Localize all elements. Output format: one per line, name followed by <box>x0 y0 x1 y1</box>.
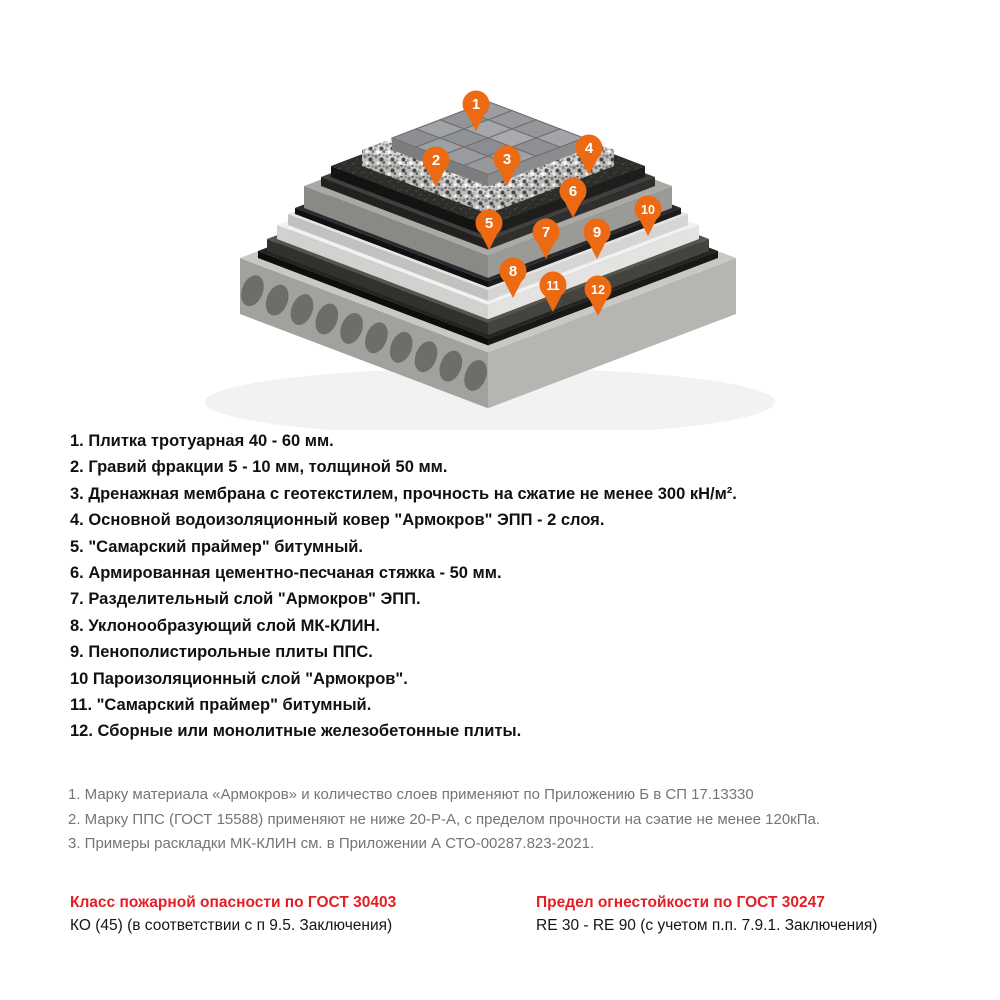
legend-item-12: 12. Сборные или монолитные железобетонные плиты. <box>70 722 522 741</box>
fire-resistance-title: Предел огнестойкости по ГОСТ 30247 <box>536 894 825 911</box>
pin-number: 3 <box>502 151 512 169</box>
legend-item-9: 9. Пенополистирольные плиты ППС. <box>70 643 373 662</box>
pin-number: 6 <box>568 183 578 201</box>
legend-item-11: 11. "Самарский праймер" битумный. <box>70 696 372 715</box>
pin-number: 5 <box>484 215 494 233</box>
legend-item-4: 4. Основной водоизоляционный ковер "Армокров" ЭПП - 2 слоя. <box>70 511 605 530</box>
pin-number: 12 <box>591 283 605 298</box>
pin-number: 1 <box>471 96 481 114</box>
legend-item-1: 1. Плитка тротуарная 40 - 60 мм. <box>70 432 334 450</box>
legend-item-8: 8. Уклонообразующий слой МК-КЛИН. <box>70 616 380 635</box>
pin-number: 4 <box>584 140 594 158</box>
footnote-item-2: 2. Марку ППС (ГОСТ 15588) применяют не ниже 20-Р-А, с пределом прочности на сэатие не менее 120кПа. <box>68 810 821 828</box>
footnote-item-3: 3. Примеры раскладки МК-КЛИН см. в Приложении А СТО-00287.823-2021. <box>68 835 595 853</box>
footnote-item-1: 1. Марку материала «Армокров» и количество слоев применяют по Приложению Б в СП 17.13330 <box>68 786 754 803</box>
pin-number: 9 <box>592 224 602 242</box>
legend-item-3: 3. Дренажная мембрана с геотекстилем, прочность на сжатие не менее 300 кН/м². <box>70 484 737 503</box>
fire-resistance-value: RE 30 - RE 90 (с учетом п.п. 7.9.1. Заключения) <box>536 917 878 934</box>
fire-hazard-class-title: Класс пожарной опасности по ГОСТ 30403 <box>70 894 397 911</box>
legend-item-6: 6. Армированная цементно-песчаная стяжка - 50 мм. <box>70 564 502 583</box>
legend-item-2: 2. Гравий фракции 5 - 10 мм, толщиной 50 мм. <box>70 458 448 477</box>
pin-number: 2 <box>431 152 441 170</box>
legend-item-7: 7. Разделительный слой "Армокров" ЭПП. <box>70 590 421 609</box>
legend-item-10: 10 Пароизоляционный слой "Армокров". <box>70 669 408 688</box>
pin-number: 10 <box>641 203 655 218</box>
fire-resistance-block <box>536 893 877 935</box>
pin-number: 8 <box>508 263 518 281</box>
fire-hazard-class-value: КО (45) (в соответствии с п 9.5. Заключения) <box>70 917 393 934</box>
fire-hazard-class-block <box>70 893 396 935</box>
layer-legend <box>70 428 737 745</box>
pin-number: 11 <box>546 279 560 294</box>
pin-number: 7 <box>541 224 551 242</box>
footnotes <box>68 783 820 857</box>
roof-system-diagram <box>0 0 1000 430</box>
legend-item-5: 5. "Самарский праймер" битумный. <box>70 537 364 556</box>
